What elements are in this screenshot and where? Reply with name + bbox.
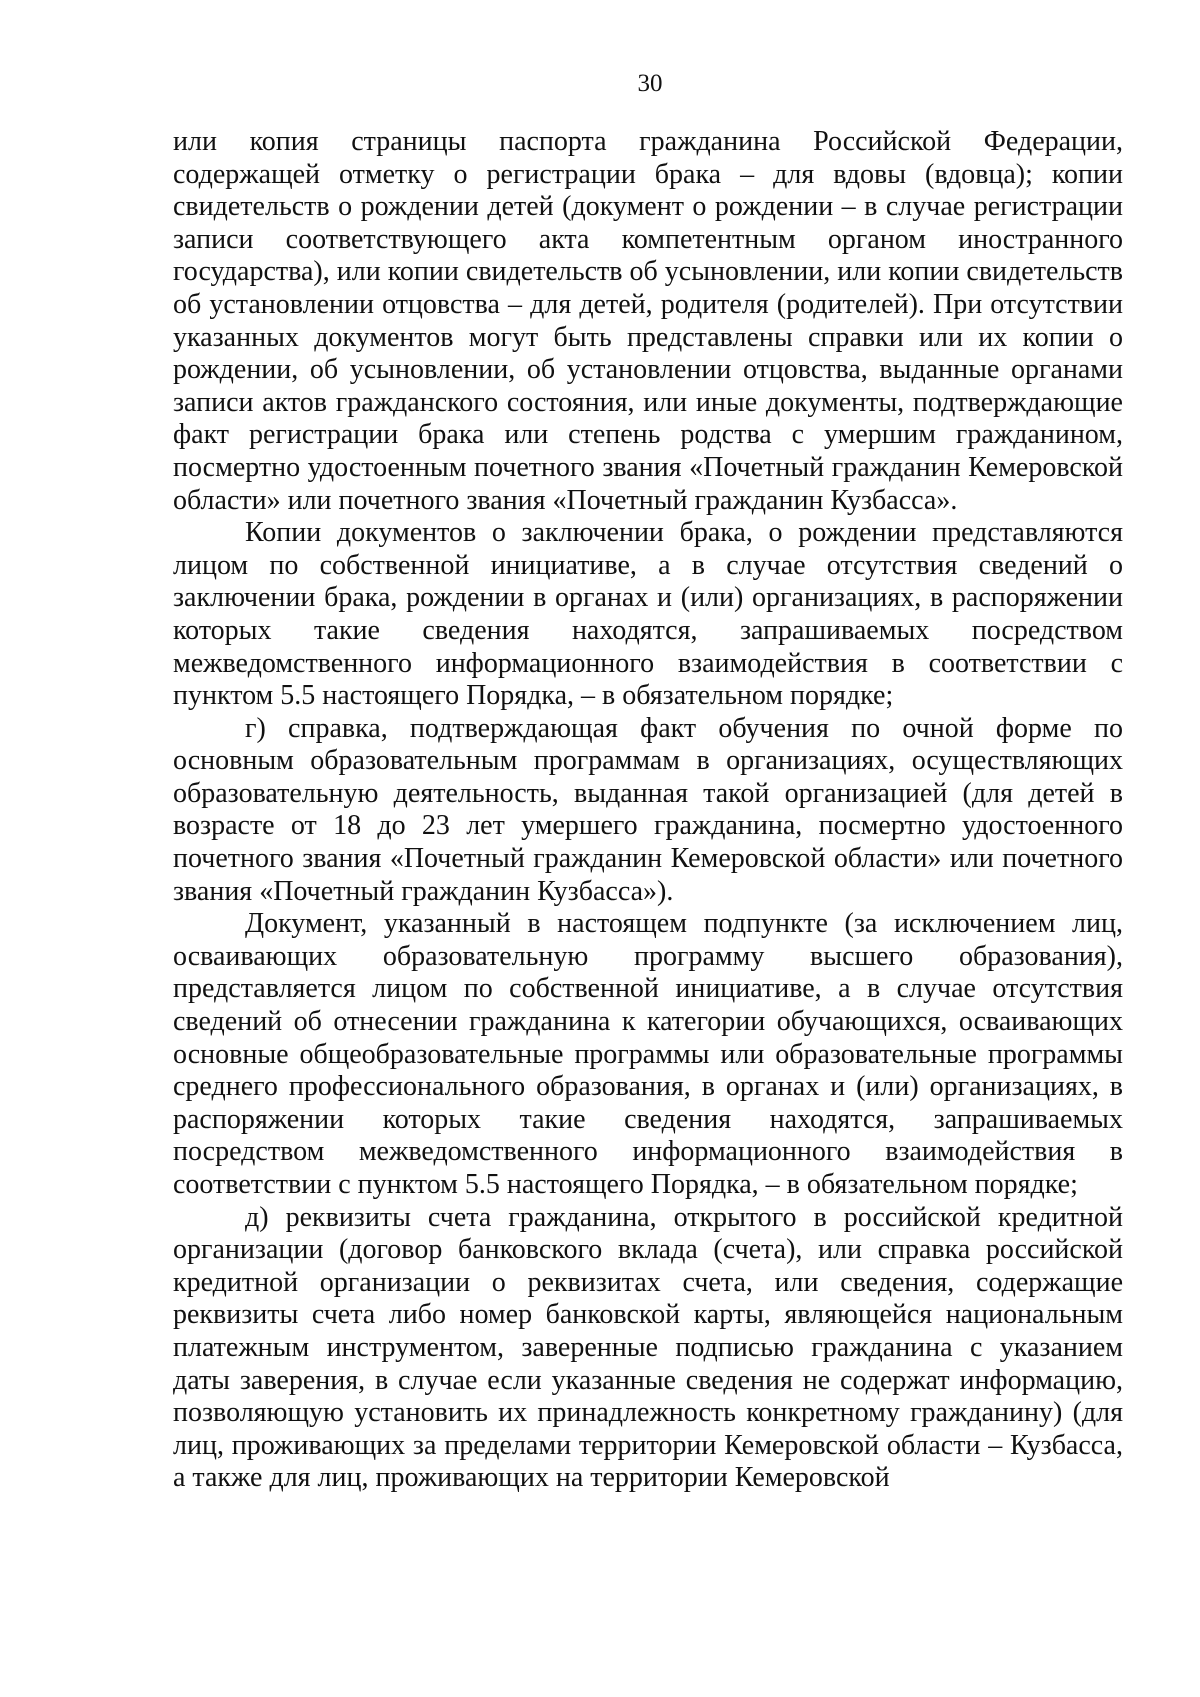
paragraph-continuation: или копия страницы паспорта гражданина Российской Федерации, содержащей отметку о регистрации брака – для вдовы (вдовца); копии свидетельств о рождении детей (документ о рождении – в случае регистрации записи соответствующего акта компетентным органом иностранного государства), или копии свидетельств об усыновлении, или копии свидетельств об установлении отцовства – для детей, родителя (родителей). При отсутствии указанных документов могут быть представлены справки или их копии о рождении, об усыновлении, об установлении отцовства, выданные органами записи актов гражданского состояния, или иные документы, подтверждающие факт регистрации брака или степень родства с умершим гражданином, посмертно удостоенным почетного звания «Почетный гражданин Кемеровской области» или почетного звания «Почетный гражданин Кузбасса». <box>173 126 1123 516</box>
page-number: 30 <box>637 70 663 97</box>
document-body <box>173 126 1123 1495</box>
paragraph-document-note: Документ, указанный в настоящем подпункте (за исключением лиц, осваивающих образовательную программу высшего образования), представляется лицом по собственной инициативе, а в случае отсутствия сведений об отнесении гражданина к категории обучающихся, осваивающих основные общеобразовательные программы или образовательные программы среднего профессионального образования, в органах и (или) организациях, в распоряжении которых такие сведения находятся, запрашиваемых посредством межведомственного информационного взаимодействия в соответствии с пунктом 5.5 настоящего Порядка, – в обязательном порядке; <box>173 908 1123 1200</box>
paragraph-item-g: г) справка, подтверждающая факт обучения по очной форме по основным образовательным программам в организациях, осуществляющих образовательную деятельность, выданная такой организацией (для детей в возрасте от 18 до 23 лет умершего гражданина, посмертно удостоенного почетного звания «Почетный гражданин Кемеровской области» или почетного звания «Почетный гражданин Кузбасса»). <box>173 712 1123 907</box>
paragraph-copies-note: Копии документов о заключении брака, о рождении представляются лицом по собственной инициативе, а в случае отсутствия сведений о заключении брака, рождении в органах и (или) организациях, в распоряжении которых такие сведения находятся, запрашиваемых посредством межведомственного информационного взаимодействия в соответствии с пунктом 5.5 настоящего Порядка, – в обязательном порядке; <box>173 517 1123 712</box>
paragraph-item-d: д) реквизиты счета гражданина, открытого в российской кредитной организации (договор банковского вклада (счета), или справка российской кредитной организации о реквизитах счета, или сведения, содержащие реквизиты счета либо номер банковской карты, являющейся национальным платежным инструментом, заверенные подписью гражданина с указанием даты заверения, в случае если указанные сведения не содержат информацию, позволяющую установить их принадлежность конкретному гражданину) (для лиц, проживающих за пределами территории Кемеровской области – Кузбасса, а также для лиц, проживающих на территории Кемеровской <box>173 1201 1123 1494</box>
